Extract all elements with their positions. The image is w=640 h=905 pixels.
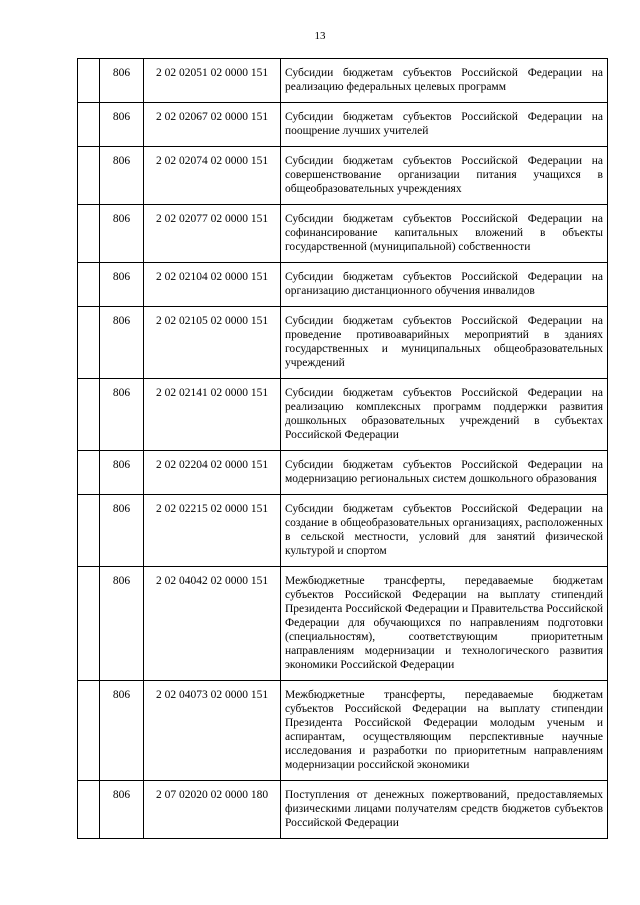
administrator-code-cell: 806 (100, 59, 144, 103)
revenue-name-cell: Субсидии бюджетам субъектов Российской Федерации на организацию дистанционного обучения инвалидов (281, 263, 608, 307)
administrator-code-cell: 806 (100, 205, 144, 263)
revenue-code-cell: 2 02 02067 02 0000 151 (144, 103, 281, 147)
revenue-name-cell: Межбюджетные трансферты, передаваемые бюджетам субъектов Российской Федерации на выплату стипендии Президента Российской Федерации молодым ученым и аспирантам, осуществляющим перспективные научные исследования и разработки по приоритетным направлениям модернизации российской экономики (281, 681, 608, 781)
administrator-code-cell: 806 (100, 147, 144, 205)
page-number: 13 (314, 30, 326, 42)
revenue-code-cell: 2 02 02215 02 0000 151 (144, 495, 281, 567)
table-row (78, 59, 608, 103)
table-row (78, 379, 608, 451)
table-row (78, 451, 608, 495)
empty-cell (78, 205, 100, 263)
administrator-code-cell: 806 (100, 567, 144, 681)
revenue-code-cell: 2 07 02020 02 0000 180 (144, 781, 281, 839)
budget-classification-table (77, 58, 608, 839)
administrator-code-cell: 806 (100, 307, 144, 379)
revenue-name-cell: Субсидии бюджетам субъектов Российской Федерации на реализацию комплексных программ поддержки развития дошкольных образовательных учреждений в субъектах Российской Федерации (281, 379, 608, 451)
empty-cell (78, 495, 100, 567)
administrator-code-cell: 806 (100, 263, 144, 307)
table-row (78, 681, 608, 781)
revenue-name-cell: Межбюджетные трансферты, передаваемые бюджетам субъектов Российской Федерации на выплату стипендий Президента Российской Федерации и Правительства Российской Федерации для обучающихся по направлениям подготовки (специальностям), соответствующим приоритетным направлениям модернизации и технологического развития экономики Российской Федерации (281, 567, 608, 681)
administrator-code-cell: 806 (100, 451, 144, 495)
empty-cell (78, 781, 100, 839)
administrator-code-cell: 806 (100, 103, 144, 147)
revenue-code-cell: 2 02 02141 02 0000 151 (144, 379, 281, 451)
empty-cell (78, 451, 100, 495)
administrator-code-cell: 806 (100, 681, 144, 781)
revenue-code-cell: 2 02 02104 02 0000 151 (144, 263, 281, 307)
table-row (78, 307, 608, 379)
revenue-code-cell: 2 02 02077 02 0000 151 (144, 205, 281, 263)
revenue-name-cell: Субсидии бюджетам субъектов Российской Федерации на реализацию федеральных целевых программ (281, 59, 608, 103)
revenue-code-cell: 2 02 04073 02 0000 151 (144, 681, 281, 781)
table-row (78, 205, 608, 263)
revenue-code-cell: 2 02 02051 02 0000 151 (144, 59, 281, 103)
table-row (78, 103, 608, 147)
administrator-code-cell: 806 (100, 781, 144, 839)
revenue-name-cell: Субсидии бюджетам субъектов Российской Федерации на совершенствование организации питания учащихся в общеобразовательных учреждениях (281, 147, 608, 205)
revenue-name-cell: Субсидии бюджетам субъектов Российской Федерации на поощрение лучших учителей (281, 103, 608, 147)
revenue-name-cell: Субсидии бюджетам субъектов Российской Федерации на модернизацию региональных систем дошкольного образования (281, 451, 608, 495)
administrator-code-cell: 806 (100, 379, 144, 451)
empty-cell (78, 379, 100, 451)
table-row (78, 263, 608, 307)
revenue-name-cell: Поступления от денежных пожертвований, предоставляемых физическими лицами получателям средств бюджетов субъектов Российской Федерации (281, 781, 608, 839)
table-row (78, 495, 608, 567)
revenue-code-cell: 2 02 04042 02 0000 151 (144, 567, 281, 681)
administrator-code-cell: 806 (100, 495, 144, 567)
revenue-code-cell: 2 02 02204 02 0000 151 (144, 451, 281, 495)
empty-cell (78, 263, 100, 307)
empty-cell (78, 147, 100, 205)
revenue-name-cell: Субсидии бюджетам субъектов Российской Федерации на софинансирование капитальных вложений в объекты государственной (муниципальной) собственности (281, 205, 608, 263)
revenue-code-cell: 2 02 02074 02 0000 151 (144, 147, 281, 205)
empty-cell (78, 307, 100, 379)
empty-cell (78, 103, 100, 147)
revenue-code-cell: 2 02 02105 02 0000 151 (144, 307, 281, 379)
empty-cell (78, 59, 100, 103)
revenue-name-cell: Субсидии бюджетам субъектов Российской Федерации на создание в общеобразовательных организациях, расположенных в сельской местности, условий для занятий физической культурой и спортом (281, 495, 608, 567)
table-row (78, 567, 608, 681)
empty-cell (78, 567, 100, 681)
revenue-name-cell: Субсидии бюджетам субъектов Российской Федерации на проведение противоаварийных мероприятий в зданиях государственных и муниципальных общеобразовательных учреждений (281, 307, 608, 379)
table-row (78, 147, 608, 205)
empty-cell (78, 681, 100, 781)
table-row (78, 781, 608, 839)
